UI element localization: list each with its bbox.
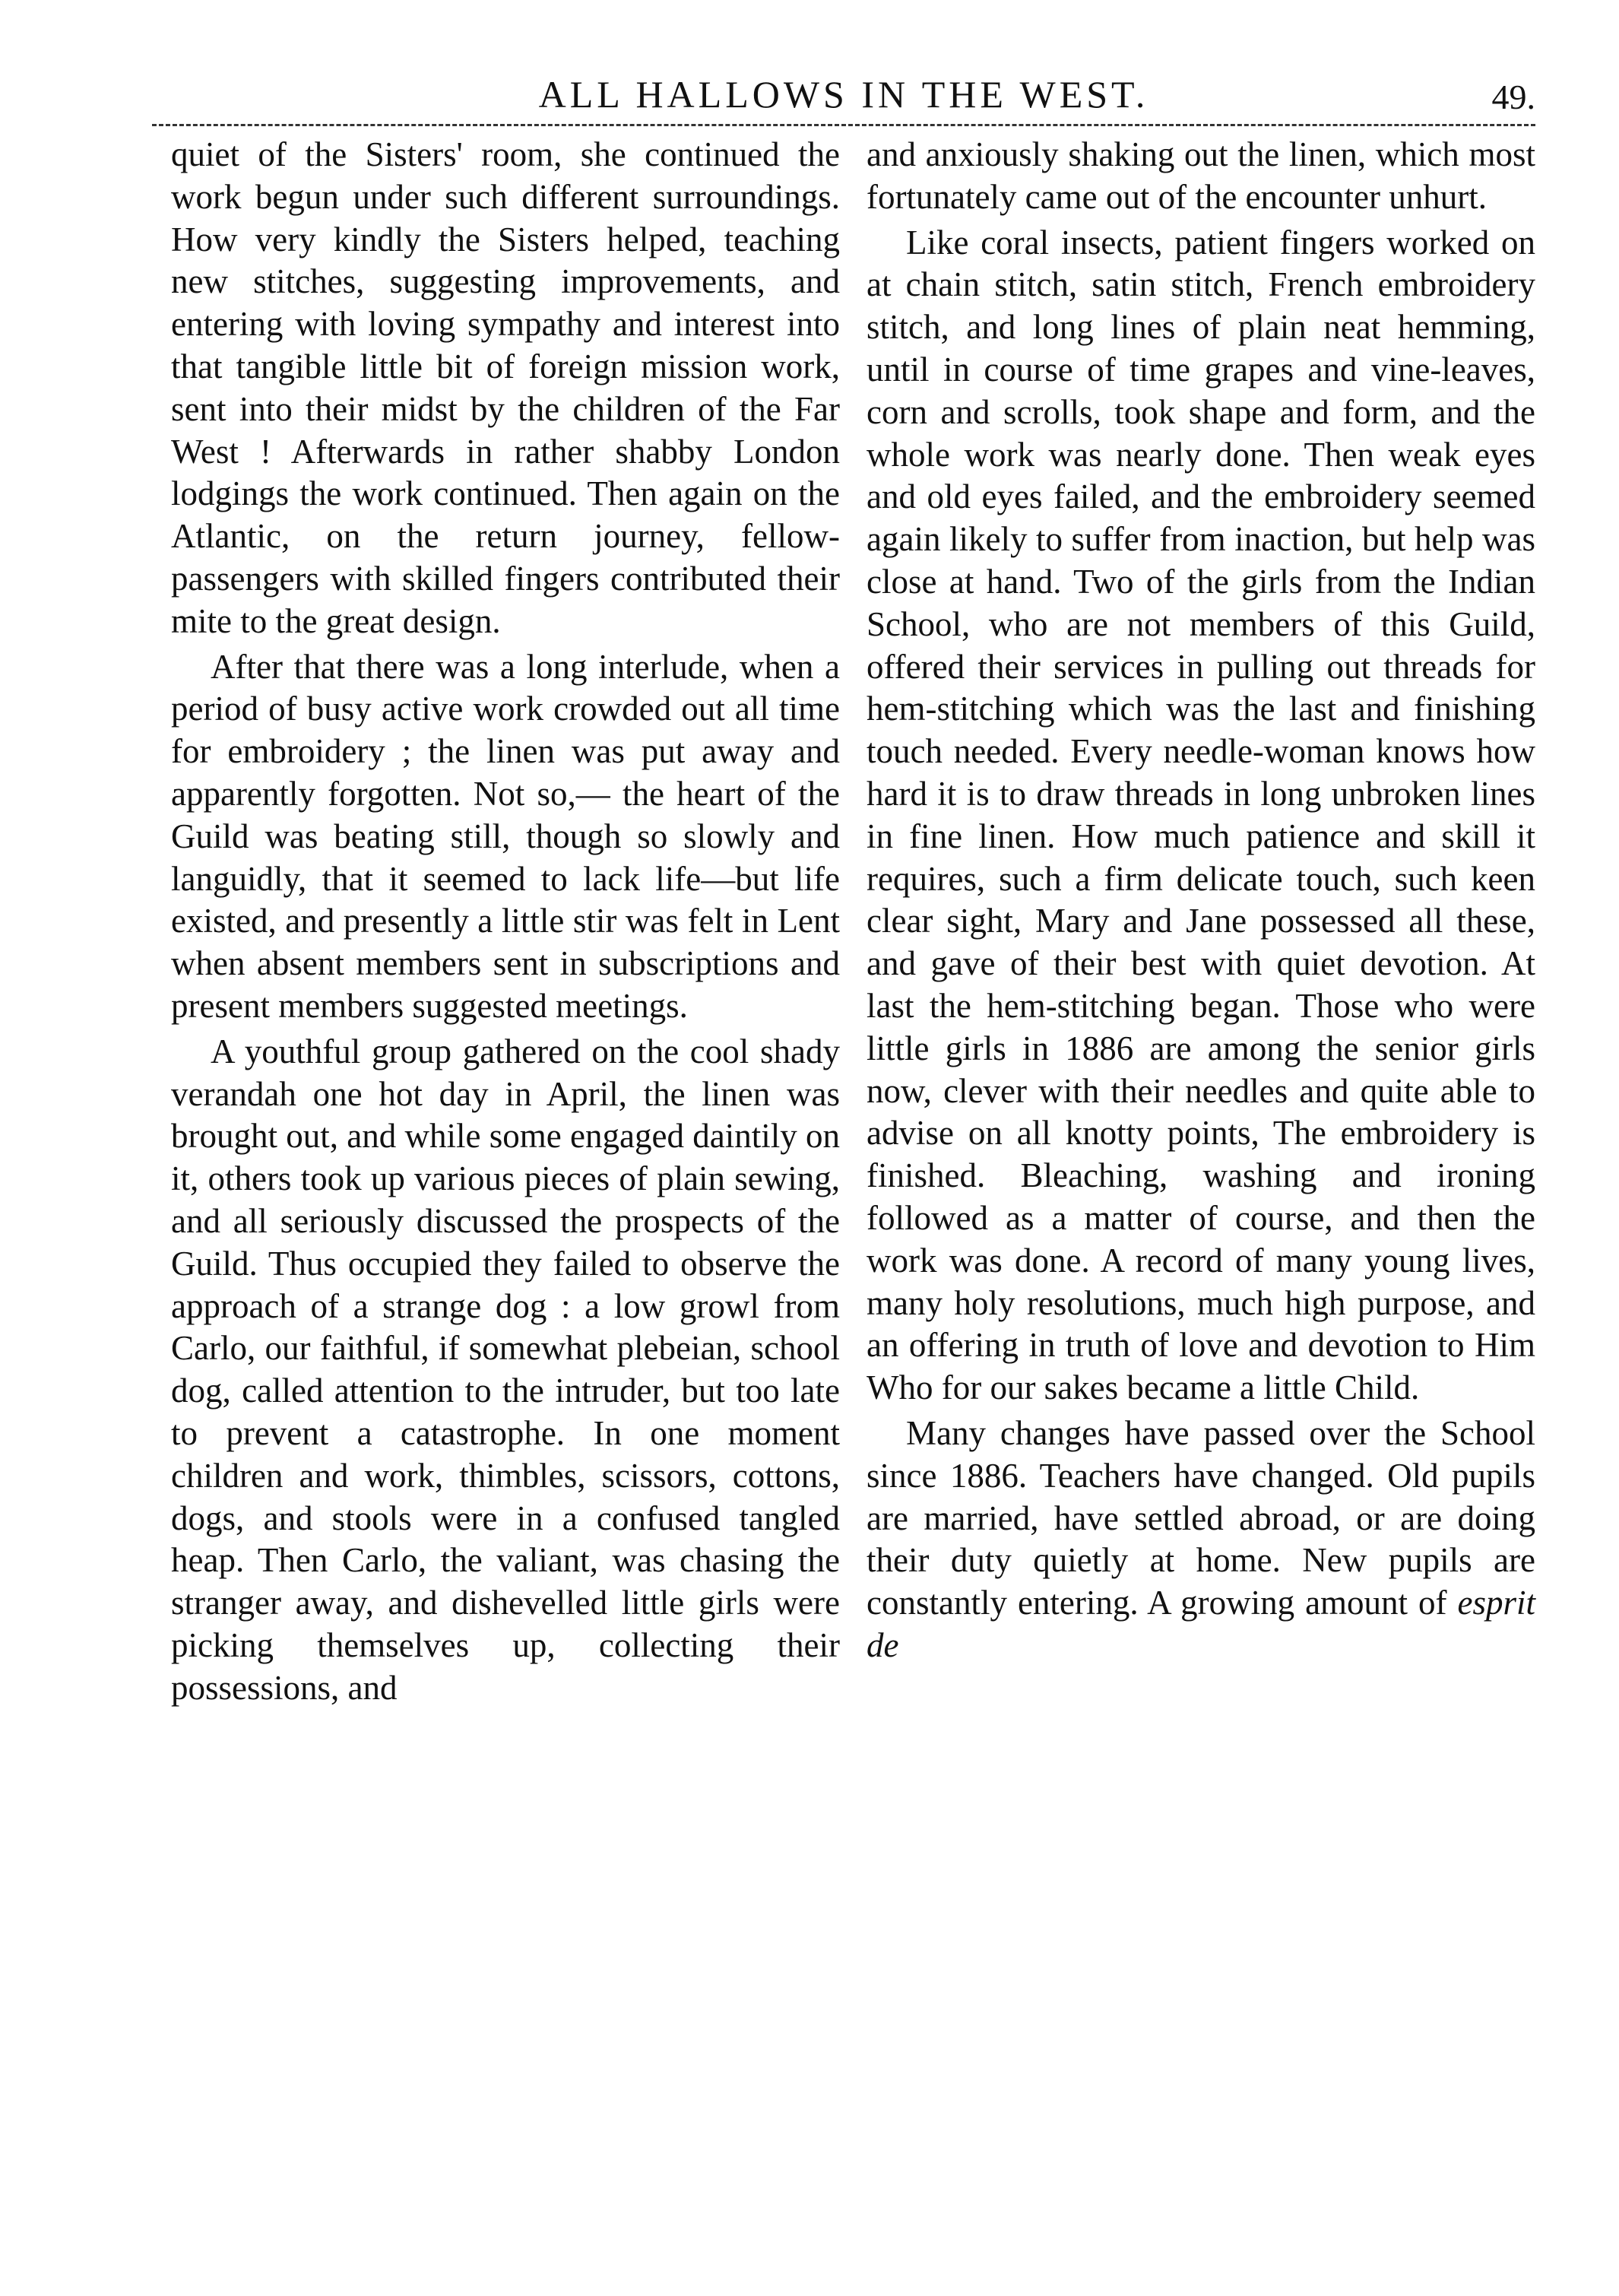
running-title: ALL HALLOWS IN THE WEST. xyxy=(538,73,1149,116)
page-number: 49. xyxy=(1491,78,1535,116)
paragraph-text: Many changes have passed over the School since 1886. Teachers have changed. Old pupils are married, have settled abroad, or are doing their duty quietly at home. New pupils are constantly entering. A growing amount of xyxy=(867,1413,1535,1622)
header-rule xyxy=(152,124,1535,126)
left-column xyxy=(171,134,840,1709)
paragraph: Like coral insects, patient fingers worked on at chain stitch, satin stitch, French embroidery stitch, and long lines of plain neat hemming, until in course of time grapes and vine-leaves, corn and scrolls, took shape and form, and the whole work was nearly done. Then weak eyes and old eyes failed, and the embroidery seemed again likely to suffer from inaction, but help was close at hand. Two of the girls from the Indian School, who are not members of this Guild, offered their services in pulling out threads for hem-stitching which was the last and finishing touch needed. Every needle-woman knows how hard it is to draw threads in long unbroken lines in fine linen. How much patience and skill it requires, such a firm delicate touch, such keen clear sight, Mary and Jane possessed all these, and gave of their best with quiet devotion. At last the hem-stitching began. Those who were little girls in 1886 are among the senior girls now, clever with their needles and quite able to advise on all knotty points, The embroidery is finished. Bleaching, washing and ironing followed as a matter of course, and then the work was done. A record of many young lives, many holy resolutions, much high purpose, and an offering in truth of love and devotion to Him Who for our sakes became a little Child. xyxy=(867,223,1535,1407)
right-column xyxy=(867,134,1535,1667)
paragraph: quiet of the Sisters' room, she continued the work begun under such different surroundings. How very kindly the Sisters helped, teaching new stitches, suggesting improvements, and entering with loving sympathy and interest into that tangible little bit of foreign mission work, sent into their midst by the children of the Far West ! Afterwards in rather shabby London lodgings the work continued. Then again on the Atlantic, on the return journey, fellow-passengers with skilled fingers contributed their mite to the great design. xyxy=(171,135,840,640)
page-header xyxy=(152,64,1535,125)
paragraph: and anxiously shaking out the linen, which most fortunately came out of the encounter unhurt. xyxy=(867,135,1535,216)
paragraph-last xyxy=(867,1413,1535,1667)
italic-phrase: esprit de xyxy=(867,1584,1536,1664)
paragraph: A youthful group gathered on the cool shady verandah one hot day in April, the linen was brought out, and while some engaged daintily on it, others took up various pieces of plain sewing, and all seriously discussed the prospects of the Guild. Thus occupied they failed to observe the approach of a strange dog : a low growl from Carlo, our faithful, if somewhat plebeian, school dog, called attention to the intruder, but too late to prevent a catastrophe. In one moment children and work, thimbles, scissors, cottons, dogs, and stools were in a confused tangled heap. Then Carlo, the valiant, was chasing the stranger away, and dishevelled little girls were picking themselves up, collecting their possessions, and xyxy=(171,1032,840,1707)
paragraph: After that there was a long interlude, when a period of busy active work crowded out all time for embroidery ; the linen was put away and apparently forgotten. Not so,— the heart of the Guild was beating still, though so slowly and languidly, that it seemed to lack life—but life existed, and presently a little stir was felt in Lent when absent members sent in subscriptions and present members suggested meetings. xyxy=(171,647,840,1025)
